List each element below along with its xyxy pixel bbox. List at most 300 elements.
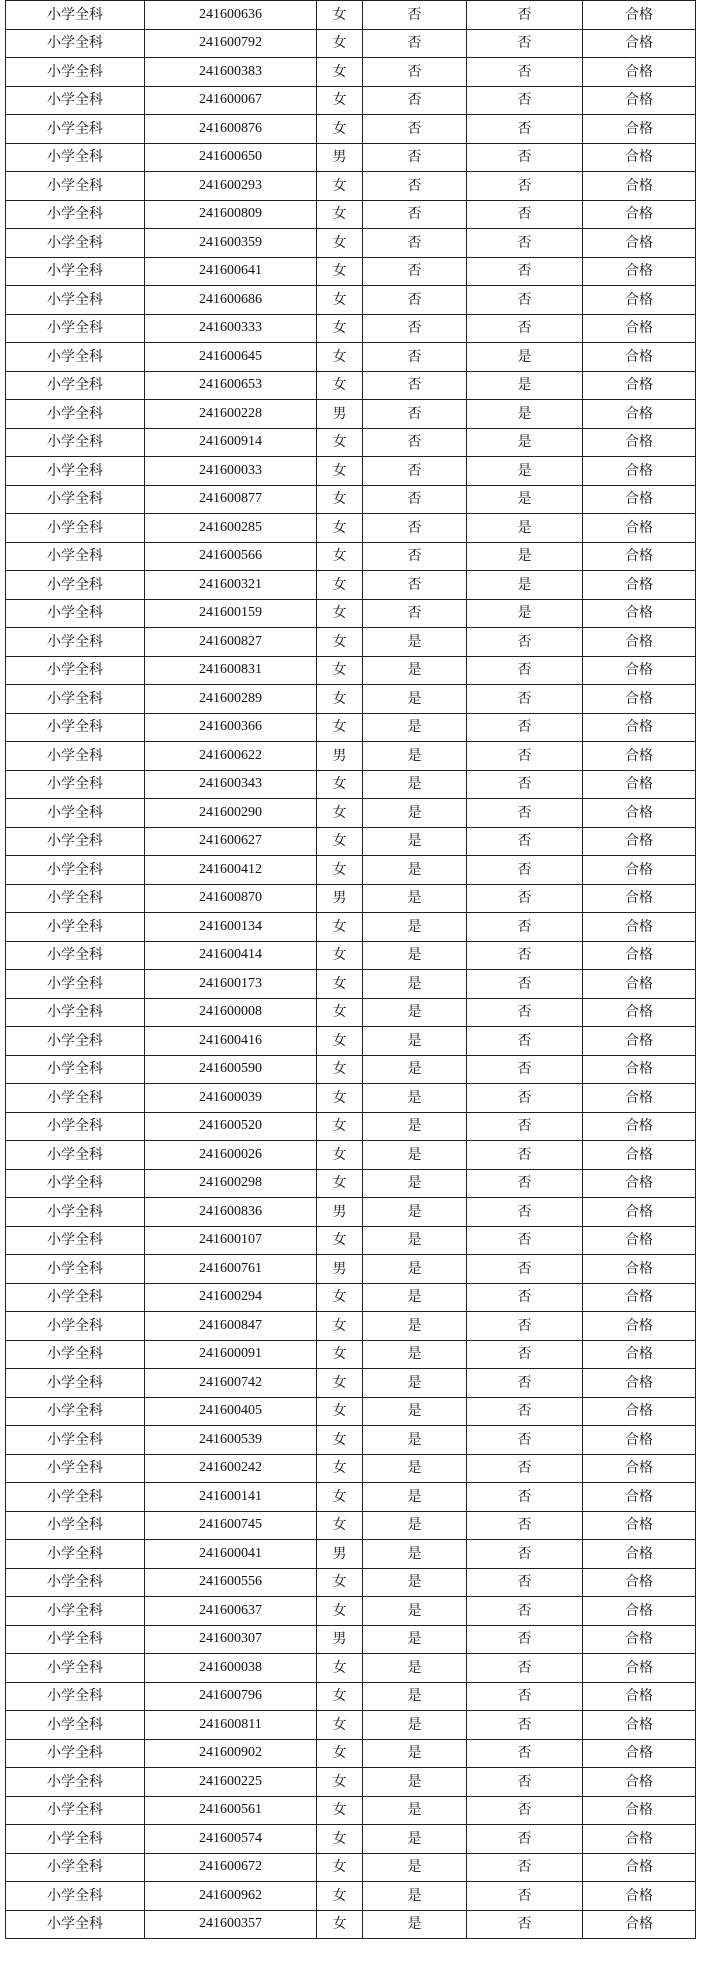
- table-row: [6, 229, 696, 258]
- cell-gender: 女: [317, 428, 363, 457]
- cell-gender: 女: [317, 1739, 363, 1768]
- cell-review: 是: [363, 913, 467, 942]
- cell-gender: 女: [317, 628, 363, 657]
- cell-review: 是: [363, 970, 467, 999]
- cell-major: 小学全科: [6, 856, 145, 885]
- cell-result: 合格: [583, 1055, 696, 1084]
- cell-candidate-id: 241600914: [145, 428, 317, 457]
- cell-review: 是: [363, 685, 467, 714]
- cell-result: 合格: [583, 143, 696, 172]
- table-row: [6, 343, 696, 372]
- cell-result: 合格: [583, 1340, 696, 1369]
- cell-candidate-id: 241600412: [145, 856, 317, 885]
- cell-gender: 女: [317, 571, 363, 600]
- cell-major: 小学全科: [6, 314, 145, 343]
- table-row: [6, 58, 696, 87]
- table-row: [6, 1226, 696, 1255]
- cell-result: 合格: [583, 884, 696, 913]
- cell-result: 合格: [583, 1682, 696, 1711]
- cell-review: 是: [363, 1483, 467, 1512]
- cell-major: 小学全科: [6, 941, 145, 970]
- table-row: [6, 628, 696, 657]
- cell-gender: 女: [317, 314, 363, 343]
- cell-review: 否: [363, 542, 467, 571]
- cell-review: 否: [363, 428, 467, 457]
- cell-result: 合格: [583, 713, 696, 742]
- cell-major: 小学全科: [6, 571, 145, 600]
- cell-review: 是: [363, 1169, 467, 1198]
- cell-veteran: 否: [467, 1198, 583, 1227]
- cell-veteran: 否: [467, 1597, 583, 1626]
- table-row: [6, 913, 696, 942]
- cell-gender: 女: [317, 1454, 363, 1483]
- cell-review: 是: [363, 1141, 467, 1170]
- cell-veteran: 否: [467, 1682, 583, 1711]
- cell-major: 小学全科: [6, 1340, 145, 1369]
- cell-candidate-id: 241600539: [145, 1426, 317, 1455]
- cell-major: 小学全科: [6, 1255, 145, 1284]
- cell-candidate-id: 241600902: [145, 1739, 317, 1768]
- cell-result: 合格: [583, 571, 696, 600]
- table-row: [6, 1825, 696, 1854]
- cell-gender: 女: [317, 371, 363, 400]
- cell-result: 合格: [583, 29, 696, 58]
- cell-major: 小学全科: [6, 457, 145, 486]
- cell-result: 合格: [583, 457, 696, 486]
- cell-result: 合格: [583, 1312, 696, 1341]
- cell-major: 小学全科: [6, 799, 145, 828]
- cell-review: 是: [363, 1027, 467, 1056]
- table-row: [6, 286, 696, 315]
- cell-result: 合格: [583, 1739, 696, 1768]
- cell-major: 小学全科: [6, 1454, 145, 1483]
- cell-veteran: 否: [467, 1654, 583, 1683]
- cell-review: 否: [363, 571, 467, 600]
- table-row: [6, 571, 696, 600]
- cell-major: 小学全科: [6, 58, 145, 87]
- cell-review: 否: [363, 1, 467, 30]
- cell-major: 小学全科: [6, 827, 145, 856]
- cell-veteran: 是: [467, 343, 583, 372]
- cell-gender: 女: [317, 1141, 363, 1170]
- cell-review: 否: [363, 286, 467, 315]
- cell-review: 否: [363, 314, 467, 343]
- cell-result: 合格: [583, 941, 696, 970]
- cell-major: 小学全科: [6, 1312, 145, 1341]
- cell-veteran: 否: [467, 856, 583, 885]
- table-row: [6, 86, 696, 115]
- cell-veteran: 是: [467, 571, 583, 600]
- cell-veteran: 否: [467, 1426, 583, 1455]
- cell-review: 否: [363, 343, 467, 372]
- cell-major: 小学全科: [6, 970, 145, 999]
- cell-review: 是: [363, 1255, 467, 1284]
- cell-veteran: 是: [467, 400, 583, 429]
- cell-major: 小学全科: [6, 1, 145, 30]
- cell-gender: 女: [317, 1283, 363, 1312]
- cell-review: 否: [363, 371, 467, 400]
- cell-major: 小学全科: [6, 998, 145, 1027]
- cell-candidate-id: 241600405: [145, 1397, 317, 1426]
- cell-gender: 女: [317, 1682, 363, 1711]
- cell-result: 合格: [583, 257, 696, 286]
- table-row: [6, 1597, 696, 1626]
- cell-candidate-id: 241600627: [145, 827, 317, 856]
- cell-veteran: 否: [467, 200, 583, 229]
- cell-review: 是: [363, 1711, 467, 1740]
- cell-review: 否: [363, 457, 467, 486]
- cell-candidate-id: 241600650: [145, 143, 317, 172]
- cell-candidate-id: 241600357: [145, 1910, 317, 1939]
- results-sheet: [5, 0, 695, 1939]
- cell-result: 合格: [583, 970, 696, 999]
- table-row: [6, 941, 696, 970]
- cell-candidate-id: 241600134: [145, 913, 317, 942]
- cell-gender: 男: [317, 400, 363, 429]
- cell-veteran: 否: [467, 86, 583, 115]
- cell-review: 否: [363, 58, 467, 87]
- cell-candidate-id: 241600622: [145, 742, 317, 771]
- cell-major: 小学全科: [6, 257, 145, 286]
- cell-result: 合格: [583, 314, 696, 343]
- cell-gender: 女: [317, 1568, 363, 1597]
- cell-review: 是: [363, 1682, 467, 1711]
- cell-review: 是: [363, 628, 467, 657]
- cell-candidate-id: 241600590: [145, 1055, 317, 1084]
- cell-gender: 女: [317, 86, 363, 115]
- cell-gender: 女: [317, 115, 363, 144]
- cell-review: 是: [363, 742, 467, 771]
- table-row: [6, 485, 696, 514]
- cell-candidate-id: 241600333: [145, 314, 317, 343]
- cell-review: 是: [363, 799, 467, 828]
- cell-candidate-id: 241600761: [145, 1255, 317, 1284]
- cell-gender: 女: [317, 656, 363, 685]
- cell-veteran: 否: [467, 1369, 583, 1398]
- cell-result: 合格: [583, 1226, 696, 1255]
- cell-result: 合格: [583, 1112, 696, 1141]
- table-row: [6, 1568, 696, 1597]
- cell-gender: 女: [317, 172, 363, 201]
- cell-gender: 女: [317, 1426, 363, 1455]
- cell-candidate-id: 241600831: [145, 656, 317, 685]
- cell-result: 合格: [583, 371, 696, 400]
- cell-major: 小学全科: [6, 1483, 145, 1512]
- cell-candidate-id: 241600876: [145, 115, 317, 144]
- cell-veteran: 否: [467, 742, 583, 771]
- table-row: [6, 1055, 696, 1084]
- cell-gender: 女: [317, 1340, 363, 1369]
- cell-review: 否: [363, 86, 467, 115]
- cell-candidate-id: 241600556: [145, 1568, 317, 1597]
- cell-veteran: 否: [467, 1141, 583, 1170]
- cell-candidate-id: 241600416: [145, 1027, 317, 1056]
- cell-veteran: 否: [467, 1226, 583, 1255]
- cell-result: 合格: [583, 229, 696, 258]
- cell-candidate-id: 241600653: [145, 371, 317, 400]
- cell-result: 合格: [583, 514, 696, 543]
- cell-veteran: 否: [467, 1825, 583, 1854]
- cell-major: 小学全科: [6, 1084, 145, 1113]
- cell-review: 否: [363, 200, 467, 229]
- cell-veteran: 否: [467, 1312, 583, 1341]
- cell-candidate-id: 241600636: [145, 1, 317, 30]
- cell-candidate-id: 241600289: [145, 685, 317, 714]
- cell-major: 小学全科: [6, 286, 145, 315]
- cell-candidate-id: 241600038: [145, 1654, 317, 1683]
- cell-veteran: 否: [467, 1, 583, 30]
- cell-candidate-id: 241600745: [145, 1511, 317, 1540]
- cell-gender: 女: [317, 1397, 363, 1426]
- table-row: [6, 1, 696, 30]
- cell-gender: 女: [317, 1768, 363, 1797]
- cell-major: 小学全科: [6, 1739, 145, 1768]
- cell-gender: 女: [317, 1882, 363, 1911]
- cell-result: 合格: [583, 1853, 696, 1882]
- cell-candidate-id: 241600343: [145, 770, 317, 799]
- cell-gender: 女: [317, 485, 363, 514]
- cell-review: 是: [363, 1084, 467, 1113]
- cell-result: 合格: [583, 1027, 696, 1056]
- cell-gender: 男: [317, 884, 363, 913]
- cell-gender: 女: [317, 998, 363, 1027]
- table-row: [6, 970, 696, 999]
- cell-candidate-id: 241600091: [145, 1340, 317, 1369]
- cell-gender: 女: [317, 1169, 363, 1198]
- cell-result: 合格: [583, 913, 696, 942]
- cell-gender: 女: [317, 1711, 363, 1740]
- cell-review: 否: [363, 29, 467, 58]
- cell-candidate-id: 241600645: [145, 343, 317, 372]
- table-row: [6, 656, 696, 685]
- cell-gender: 女: [317, 257, 363, 286]
- cell-veteran: 否: [467, 58, 583, 87]
- cell-veteran: 否: [467, 1454, 583, 1483]
- cell-major: 小学全科: [6, 1198, 145, 1227]
- cell-result: 合格: [583, 86, 696, 115]
- table-row: [6, 1511, 696, 1540]
- cell-major: 小学全科: [6, 229, 145, 258]
- table-row: [6, 29, 696, 58]
- cell-review: 否: [363, 172, 467, 201]
- cell-review: 是: [363, 1511, 467, 1540]
- cell-result: 合格: [583, 1654, 696, 1683]
- cell-candidate-id: 241600285: [145, 514, 317, 543]
- cell-result: 合格: [583, 200, 696, 229]
- cell-review: 是: [363, 1397, 467, 1426]
- cell-result: 合格: [583, 1, 696, 30]
- cell-result: 合格: [583, 770, 696, 799]
- cell-major: 小学全科: [6, 1540, 145, 1569]
- cell-candidate-id: 241600141: [145, 1483, 317, 1512]
- table-row: [6, 1397, 696, 1426]
- cell-gender: 女: [317, 1483, 363, 1512]
- cell-major: 小学全科: [6, 115, 145, 144]
- cell-major: 小学全科: [6, 1796, 145, 1825]
- cell-veteran: 否: [467, 172, 583, 201]
- cell-gender: 女: [317, 685, 363, 714]
- cell-result: 合格: [583, 827, 696, 856]
- cell-review: 是: [363, 1910, 467, 1939]
- cell-veteran: 否: [467, 29, 583, 58]
- cell-veteran: 否: [467, 913, 583, 942]
- table-row: [6, 1625, 696, 1654]
- cell-major: 小学全科: [6, 428, 145, 457]
- cell-review: 是: [363, 884, 467, 913]
- cell-review: 否: [363, 485, 467, 514]
- cell-veteran: 否: [467, 941, 583, 970]
- cell-review: 是: [363, 1283, 467, 1312]
- cell-major: 小学全科: [6, 143, 145, 172]
- cell-gender: 女: [317, 1910, 363, 1939]
- table-row: [6, 998, 696, 1027]
- cell-candidate-id: 241600809: [145, 200, 317, 229]
- cell-candidate-id: 241600307: [145, 1625, 317, 1654]
- cell-candidate-id: 241600836: [145, 1198, 317, 1227]
- cell-candidate-id: 241600026: [145, 1141, 317, 1170]
- cell-result: 合格: [583, 1825, 696, 1854]
- cell-major: 小学全科: [6, 1055, 145, 1084]
- cell-review: 否: [363, 514, 467, 543]
- table-row: [6, 1882, 696, 1911]
- cell-review: 是: [363, 1739, 467, 1768]
- cell-result: 合格: [583, 1768, 696, 1797]
- cell-gender: 女: [317, 799, 363, 828]
- cell-gender: 女: [317, 1796, 363, 1825]
- table-row: [6, 1369, 696, 1398]
- cell-major: 小学全科: [6, 1283, 145, 1312]
- cell-veteran: 否: [467, 1255, 583, 1284]
- cell-result: 合格: [583, 428, 696, 457]
- cell-veteran: 是: [467, 514, 583, 543]
- cell-major: 小学全科: [6, 1397, 145, 1426]
- cell-result: 合格: [583, 286, 696, 315]
- cell-result: 合格: [583, 1283, 696, 1312]
- cell-result: 合格: [583, 1454, 696, 1483]
- cell-candidate-id: 241600290: [145, 799, 317, 828]
- cell-major: 小学全科: [6, 1597, 145, 1626]
- cell-gender: 男: [317, 143, 363, 172]
- cell-candidate-id: 241600039: [145, 1084, 317, 1113]
- cell-major: 小学全科: [6, 884, 145, 913]
- cell-review: 是: [363, 1112, 467, 1141]
- table-row: [6, 514, 696, 543]
- cell-candidate-id: 241600637: [145, 1597, 317, 1626]
- cell-gender: 女: [317, 1511, 363, 1540]
- cell-gender: 女: [317, 542, 363, 571]
- cell-result: 合格: [583, 1796, 696, 1825]
- cell-veteran: 否: [467, 656, 583, 685]
- results-table: [5, 0, 696, 1939]
- table-row: [6, 1682, 696, 1711]
- cell-veteran: 否: [467, 1483, 583, 1512]
- cell-candidate-id: 241600827: [145, 628, 317, 657]
- table-row: [6, 1112, 696, 1141]
- cell-candidate-id: 241600641: [145, 257, 317, 286]
- cell-review: 是: [363, 1882, 467, 1911]
- cell-candidate-id: 241600811: [145, 1711, 317, 1740]
- cell-result: 合格: [583, 1511, 696, 1540]
- cell-gender: 女: [317, 1597, 363, 1626]
- cell-major: 小学全科: [6, 86, 145, 115]
- cell-result: 合格: [583, 998, 696, 1027]
- table-row: [6, 400, 696, 429]
- cell-major: 小学全科: [6, 713, 145, 742]
- cell-candidate-id: 241600366: [145, 713, 317, 742]
- table-row: [6, 200, 696, 229]
- cell-result: 合格: [583, 1141, 696, 1170]
- cell-major: 小学全科: [6, 599, 145, 628]
- cell-major: 小学全科: [6, 1226, 145, 1255]
- cell-veteran: 否: [467, 799, 583, 828]
- cell-candidate-id: 241600294: [145, 1283, 317, 1312]
- cell-candidate-id: 241600672: [145, 1853, 317, 1882]
- cell-gender: 女: [317, 229, 363, 258]
- cell-review: 是: [363, 1796, 467, 1825]
- cell-gender: 男: [317, 742, 363, 771]
- table-row: [6, 713, 696, 742]
- cell-review: 是: [363, 1853, 467, 1882]
- cell-result: 合格: [583, 58, 696, 87]
- table-row: [6, 1483, 696, 1512]
- cell-review: 是: [363, 1340, 467, 1369]
- cell-major: 小学全科: [6, 200, 145, 229]
- cell-major: 小学全科: [6, 1369, 145, 1398]
- cell-result: 合格: [583, 1568, 696, 1597]
- cell-review: 是: [363, 1426, 467, 1455]
- cell-veteran: 否: [467, 1169, 583, 1198]
- cell-result: 合格: [583, 343, 696, 372]
- cell-result: 合格: [583, 485, 696, 514]
- cell-result: 合格: [583, 742, 696, 771]
- cell-veteran: 否: [467, 1340, 583, 1369]
- cell-veteran: 否: [467, 115, 583, 144]
- cell-gender: 女: [317, 770, 363, 799]
- cell-candidate-id: 241600242: [145, 1454, 317, 1483]
- cell-major: 小学全科: [6, 514, 145, 543]
- cell-candidate-id: 241600321: [145, 571, 317, 600]
- table-row: [6, 257, 696, 286]
- cell-gender: 男: [317, 1540, 363, 1569]
- cell-result: 合格: [583, 856, 696, 885]
- table-row: [6, 1796, 696, 1825]
- cell-veteran: 否: [467, 998, 583, 1027]
- cell-gender: 男: [317, 1198, 363, 1227]
- cell-veteran: 是: [467, 485, 583, 514]
- cell-major: 小学全科: [6, 1426, 145, 1455]
- cell-gender: 男: [317, 1625, 363, 1654]
- cell-gender: 女: [317, 1226, 363, 1255]
- cell-veteran: 否: [467, 1511, 583, 1540]
- cell-result: 合格: [583, 628, 696, 657]
- cell-major: 小学全科: [6, 1654, 145, 1683]
- cell-gender: 女: [317, 343, 363, 372]
- cell-result: 合格: [583, 1426, 696, 1455]
- table-row: [6, 1198, 696, 1227]
- cell-candidate-id: 241600228: [145, 400, 317, 429]
- cell-major: 小学全科: [6, 1511, 145, 1540]
- cell-major: 小学全科: [6, 371, 145, 400]
- cell-result: 合格: [583, 656, 696, 685]
- cell-veteran: 否: [467, 1055, 583, 1084]
- table-row: [6, 742, 696, 771]
- cell-candidate-id: 241600293: [145, 172, 317, 201]
- cell-candidate-id: 241600686: [145, 286, 317, 315]
- cell-veteran: 否: [467, 1882, 583, 1911]
- cell-candidate-id: 241600041: [145, 1540, 317, 1569]
- cell-result: 合格: [583, 400, 696, 429]
- cell-candidate-id: 241600414: [145, 941, 317, 970]
